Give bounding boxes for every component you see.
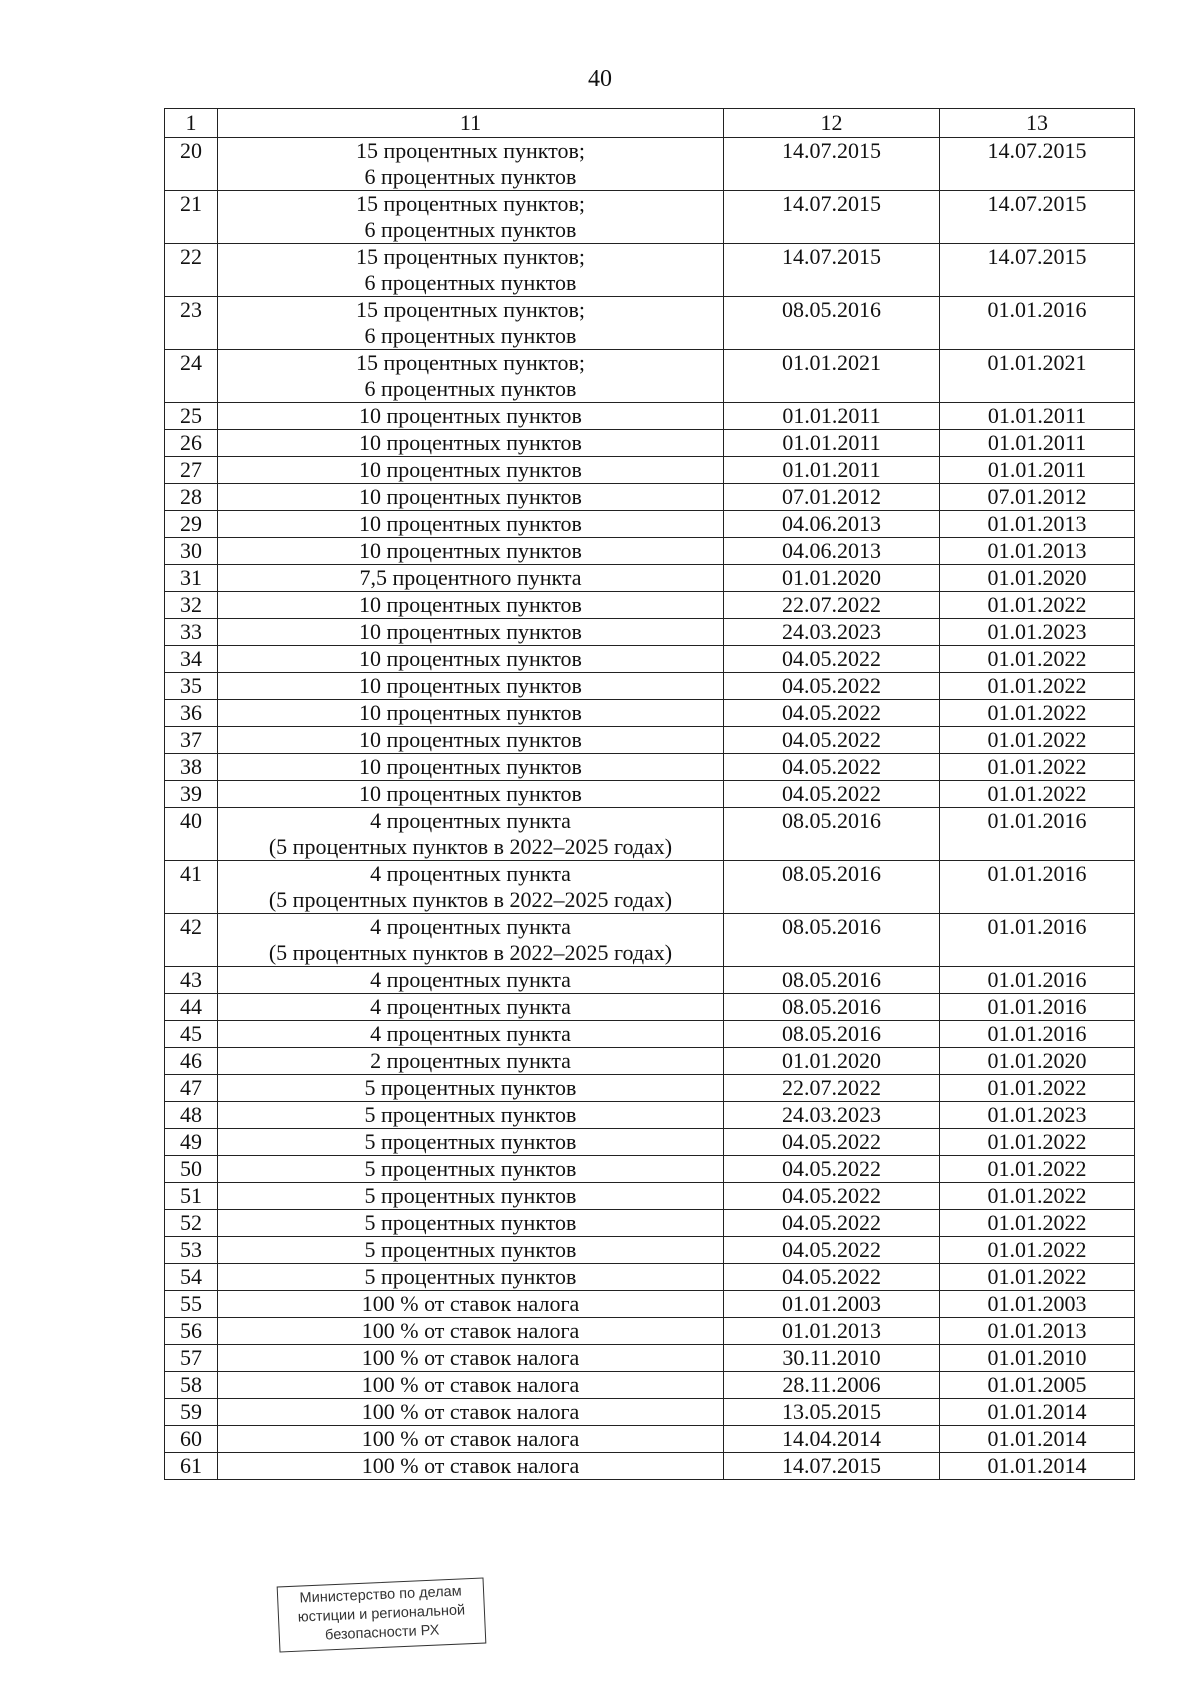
- date-col13-cell: 01.01.2022: [940, 1237, 1135, 1264]
- table-row: [165, 244, 1135, 297]
- rate-cell: [218, 1426, 724, 1453]
- table-row: [165, 967, 1135, 994]
- rate-cell: [218, 297, 724, 350]
- rate-line: 15 процентных пунктов;: [355, 244, 586, 269]
- date-col13-cell: 01.01.2022: [940, 592, 1135, 619]
- rate-line: 5 процентных пунктов: [364, 1237, 577, 1262]
- rate-cell: [218, 244, 724, 297]
- row-number-cell: 55: [165, 1291, 218, 1318]
- rate-line: 6 процентных пунктов: [364, 376, 577, 401]
- date-col13-cell: 01.01.2022: [940, 727, 1135, 754]
- date-col12-cell: 01.01.2003: [724, 1291, 940, 1318]
- date-col12-cell: 08.05.2016: [724, 808, 940, 861]
- rate-cell: [218, 646, 724, 673]
- rate-cell: [218, 138, 724, 191]
- date-col12-cell: 04.05.2022: [724, 1129, 940, 1156]
- rate-line: (5 процентных пунктов в 2022–2025 годах): [268, 940, 673, 965]
- table-row: [165, 861, 1135, 914]
- table-row: [165, 1399, 1135, 1426]
- row-number-cell: 30: [165, 538, 218, 565]
- date-col12-cell: 04.05.2022: [724, 727, 940, 754]
- date-col12-cell: 14.07.2015: [724, 191, 940, 244]
- date-col13-cell: 01.01.2011: [940, 403, 1135, 430]
- row-number-cell: 32: [165, 592, 218, 619]
- rate-cell: [218, 1318, 724, 1345]
- table-row: [165, 619, 1135, 646]
- rate-line: 4 процентных пункта: [370, 861, 571, 886]
- rate-cell: [218, 673, 724, 700]
- date-col13-cell: 01.01.2014: [940, 1453, 1135, 1480]
- table-row: [165, 1237, 1135, 1264]
- date-col13-cell: 01.01.2014: [940, 1399, 1135, 1426]
- table-row: [165, 1129, 1135, 1156]
- date-col13-cell: 01.01.2022: [940, 1210, 1135, 1237]
- rate-line: (5 процентных пунктов в 2022–2025 годах): [268, 887, 673, 912]
- rate-line: 5 процентных пунктов: [364, 1102, 577, 1127]
- date-col13-cell: 01.01.2022: [940, 1129, 1135, 1156]
- table-row: [165, 781, 1135, 808]
- table-row: [165, 1048, 1135, 1075]
- row-number-cell: 36: [165, 700, 218, 727]
- rate-line: 10 процентных пунктов: [359, 619, 582, 644]
- date-col13-cell: 14.07.2015: [940, 244, 1135, 297]
- row-number-cell: 52: [165, 1210, 218, 1237]
- date-col12-cell: 01.01.2020: [724, 565, 940, 592]
- rate-line: 10 процентных пунктов: [359, 700, 582, 725]
- date-col13-cell: 01.01.2016: [940, 914, 1135, 967]
- table-row: [165, 1453, 1135, 1480]
- rate-cell: [218, 1345, 724, 1372]
- row-number-cell: 21: [165, 191, 218, 244]
- date-col12-cell: 04.05.2022: [724, 1210, 940, 1237]
- row-number-cell: 61: [165, 1453, 218, 1480]
- date-col12-cell: 04.05.2022: [724, 781, 940, 808]
- header-cell-12: 12: [724, 109, 940, 138]
- rate-line: 100 % от ставок налога: [361, 1426, 580, 1451]
- date-col12-cell: 14.07.2015: [724, 244, 940, 297]
- rate-cell: [218, 1156, 724, 1183]
- rate-line: 10 процентных пунктов: [359, 727, 582, 752]
- rate-cell: [218, 861, 724, 914]
- row-number-cell: 48: [165, 1102, 218, 1129]
- header-cell-1: 1: [165, 109, 218, 138]
- rate-line: 4 процентных пункта: [370, 994, 571, 1019]
- date-col13-cell: 01.01.2016: [940, 1021, 1135, 1048]
- rate-cell: [218, 754, 724, 781]
- date-col12-cell: 04.05.2022: [724, 1237, 940, 1264]
- date-col13-cell: 14.07.2015: [940, 191, 1135, 244]
- rate-line: 10 процентных пунктов: [359, 403, 582, 428]
- date-col12-cell: 04.05.2022: [724, 1183, 940, 1210]
- date-col12-cell: 08.05.2016: [724, 861, 940, 914]
- date-col13-cell: 01.01.2022: [940, 754, 1135, 781]
- date-col12-cell: 04.05.2022: [724, 754, 940, 781]
- rate-line: 4 процентных пункта: [370, 1021, 571, 1046]
- table-row: [165, 754, 1135, 781]
- row-number-cell: 57: [165, 1345, 218, 1372]
- rate-line: 15 процентных пунктов;: [355, 297, 586, 322]
- date-col12-cell: 14.07.2015: [724, 138, 940, 191]
- rate-line: 5 процентных пунктов: [364, 1129, 577, 1154]
- rate-cell: [218, 914, 724, 967]
- date-col12-cell: 04.06.2013: [724, 538, 940, 565]
- rate-line: 5 процентных пунктов: [364, 1075, 577, 1100]
- date-col12-cell: 04.06.2013: [724, 511, 940, 538]
- date-col13-cell: 01.01.2022: [940, 1075, 1135, 1102]
- table-row: [165, 808, 1135, 861]
- page-number: 40: [588, 66, 612, 92]
- date-col13-cell: 01.01.2022: [940, 781, 1135, 808]
- row-number-cell: 28: [165, 484, 218, 511]
- row-number-cell: 44: [165, 994, 218, 1021]
- rate-line: 10 процентных пунктов: [359, 673, 582, 698]
- date-col13-cell: 01.01.2016: [940, 297, 1135, 350]
- rate-line: 10 процентных пунктов: [359, 754, 582, 779]
- rate-cell: [218, 1075, 724, 1102]
- row-number-cell: 29: [165, 511, 218, 538]
- ministry-stamp: [277, 1578, 487, 1653]
- date-col13-cell: 01.01.2016: [940, 967, 1135, 994]
- rate-line: 100 % от ставок налога: [361, 1372, 580, 1397]
- row-number-cell: 33: [165, 619, 218, 646]
- date-col13-cell: 07.01.2012: [940, 484, 1135, 511]
- header-cell-11: 11: [218, 109, 724, 138]
- table-row: [165, 1210, 1135, 1237]
- row-number-cell: 53: [165, 1237, 218, 1264]
- rate-line: (5 процентных пунктов в 2022–2025 годах): [268, 834, 673, 859]
- rate-cell: [218, 1372, 724, 1399]
- rate-cell: [218, 403, 724, 430]
- date-col12-cell: 04.05.2022: [724, 700, 940, 727]
- rate-cell: [218, 1237, 724, 1264]
- date-col12-cell: 08.05.2016: [724, 967, 940, 994]
- date-col13-cell: 01.01.2022: [940, 1264, 1135, 1291]
- rate-cell: [218, 191, 724, 244]
- stamp-line: Министерство по делам: [299, 1583, 462, 1607]
- date-col13-cell: 01.01.2020: [940, 1048, 1135, 1075]
- row-number-cell: 58: [165, 1372, 218, 1399]
- table-row: [165, 350, 1135, 403]
- table-row: [165, 592, 1135, 619]
- row-number-cell: 23: [165, 297, 218, 350]
- row-number-cell: 54: [165, 1264, 218, 1291]
- rate-line: 5 процентных пунктов: [364, 1210, 577, 1235]
- date-col12-cell: 04.05.2022: [724, 1156, 940, 1183]
- row-number-cell: 27: [165, 457, 218, 484]
- date-col12-cell: 04.05.2022: [724, 673, 940, 700]
- rate-cell: [218, 1453, 724, 1480]
- row-number-cell: 40: [165, 808, 218, 861]
- rate-line: 15 процентных пунктов;: [355, 350, 586, 375]
- row-number-cell: 20: [165, 138, 218, 191]
- row-number-cell: 35: [165, 673, 218, 700]
- date-col12-cell: 01.01.2013: [724, 1318, 940, 1345]
- rate-line: 6 процентных пунктов: [364, 217, 577, 242]
- date-col13-cell: 01.01.2011: [940, 430, 1135, 457]
- row-number-cell: 43: [165, 967, 218, 994]
- row-number-cell: 46: [165, 1048, 218, 1075]
- row-number-cell: 49: [165, 1129, 218, 1156]
- rate-line: 6 процентных пунктов: [364, 164, 577, 189]
- rate-cell: [218, 350, 724, 403]
- row-number-cell: 59: [165, 1399, 218, 1426]
- date-col13-cell: 01.01.2022: [940, 673, 1135, 700]
- rate-line: 10 процентных пунктов: [359, 430, 582, 455]
- rate-cell: [218, 538, 724, 565]
- row-number-cell: 42: [165, 914, 218, 967]
- date-col13-cell: 01.01.2023: [940, 1102, 1135, 1129]
- table-row: [165, 457, 1135, 484]
- date-col12-cell: 08.05.2016: [724, 1021, 940, 1048]
- rate-cell: [218, 511, 724, 538]
- rate-cell: [218, 565, 724, 592]
- row-number-cell: 26: [165, 430, 218, 457]
- date-col13-cell: 01.01.2003: [940, 1291, 1135, 1318]
- rate-cell: [218, 619, 724, 646]
- date-col13-cell: 01.01.2016: [940, 808, 1135, 861]
- row-number-cell: 41: [165, 861, 218, 914]
- table-row: [165, 1021, 1135, 1048]
- row-number-cell: 50: [165, 1156, 218, 1183]
- date-col13-cell: 01.01.2013: [940, 538, 1135, 565]
- table-row: [165, 565, 1135, 592]
- date-col13-cell: 01.01.2016: [940, 994, 1135, 1021]
- table-row: [165, 1264, 1135, 1291]
- rate-line: 2 процентных пункта: [370, 1048, 571, 1073]
- date-col13-cell: 01.01.2005: [940, 1372, 1135, 1399]
- date-col12-cell: 24.03.2023: [724, 619, 940, 646]
- date-col13-cell: 01.01.2022: [940, 646, 1135, 673]
- table-row: [165, 700, 1135, 727]
- table-row: [165, 297, 1135, 350]
- table-row: [165, 511, 1135, 538]
- rate-line: 6 процентных пунктов: [364, 270, 577, 295]
- date-col12-cell: 04.05.2022: [724, 646, 940, 673]
- rate-line: 100 % от ставок налога: [361, 1318, 580, 1343]
- table-row: [165, 484, 1135, 511]
- date-col12-cell: 01.01.2011: [724, 430, 940, 457]
- row-number-cell: 25: [165, 403, 218, 430]
- rate-cell: [218, 1399, 724, 1426]
- date-col13-cell: 01.01.2014: [940, 1426, 1135, 1453]
- rate-line: 100 % от ставок налога: [361, 1399, 580, 1424]
- rate-cell: [218, 1129, 724, 1156]
- stamp-line: безопасности РХ: [324, 1622, 440, 1644]
- date-col13-cell: 01.01.2022: [940, 1183, 1135, 1210]
- rate-cell: [218, 457, 724, 484]
- date-col12-cell: 30.11.2010: [724, 1345, 940, 1372]
- table-row: [165, 538, 1135, 565]
- date-col13-cell: 01.01.2016: [940, 861, 1135, 914]
- date-col13-cell: 01.01.2022: [940, 700, 1135, 727]
- date-col13-cell: 01.01.2022: [940, 1156, 1135, 1183]
- date-col12-cell: 01.01.2021: [724, 350, 940, 403]
- rate-cell: [218, 727, 724, 754]
- row-number-cell: 24: [165, 350, 218, 403]
- date-col12-cell: 08.05.2016: [724, 297, 940, 350]
- row-number-cell: 47: [165, 1075, 218, 1102]
- rate-line: 10 процентных пунктов: [359, 538, 582, 563]
- rate-line: 100 % от ставок налога: [361, 1453, 580, 1478]
- row-number-cell: 31: [165, 565, 218, 592]
- rate-cell: [218, 1210, 724, 1237]
- rate-cell: [218, 1021, 724, 1048]
- table-row: [165, 727, 1135, 754]
- row-number-cell: 56: [165, 1318, 218, 1345]
- rate-line: 100 % от ставок налога: [361, 1345, 580, 1370]
- table-row: [165, 1183, 1135, 1210]
- date-col13-cell: 01.01.2013: [940, 511, 1135, 538]
- rate-line: 15 процентных пунктов;: [355, 191, 586, 216]
- table-row: [165, 1318, 1135, 1345]
- date-col13-cell: 01.01.2020: [940, 565, 1135, 592]
- row-number-cell: 22: [165, 244, 218, 297]
- table-row: [165, 1156, 1135, 1183]
- table-row: [165, 403, 1135, 430]
- rate-line: 10 процентных пунктов: [359, 457, 582, 482]
- table-row: [165, 1426, 1135, 1453]
- table-row: [165, 1075, 1135, 1102]
- date-col12-cell: 04.05.2022: [724, 1264, 940, 1291]
- rate-cell: [218, 994, 724, 1021]
- rate-line: 10 процентных пунктов: [359, 781, 582, 806]
- rate-line: 15 процентных пунктов;: [355, 138, 586, 163]
- rate-line: 7,5 процентного пункта: [359, 565, 582, 590]
- row-number-cell: 39: [165, 781, 218, 808]
- date-col13-cell: 01.01.2011: [940, 457, 1135, 484]
- row-number-cell: 51: [165, 1183, 218, 1210]
- date-col12-cell: 08.05.2016: [724, 994, 940, 1021]
- row-number-cell: 45: [165, 1021, 218, 1048]
- date-col13-cell: 14.07.2015: [940, 138, 1135, 191]
- rate-cell: [218, 1048, 724, 1075]
- date-col12-cell: 22.07.2022: [724, 592, 940, 619]
- table-row: [165, 1291, 1135, 1318]
- stamp-line: юстиции и региональной: [297, 1602, 466, 1626]
- rate-line: 10 процентных пунктов: [359, 484, 582, 509]
- rate-cell: [218, 700, 724, 727]
- table-row: [165, 1372, 1135, 1399]
- rate-line: 5 процентных пунктов: [364, 1156, 577, 1181]
- rate-cell: [218, 1291, 724, 1318]
- rate-line: 4 процентных пункта: [370, 967, 571, 992]
- date-col12-cell: 14.07.2015: [724, 1453, 940, 1480]
- date-col12-cell: 14.04.2014: [724, 1426, 940, 1453]
- table-row: [165, 994, 1135, 1021]
- date-col12-cell: 07.01.2012: [724, 484, 940, 511]
- rate-line: 10 процентных пунктов: [359, 511, 582, 536]
- date-col12-cell: 22.07.2022: [724, 1075, 940, 1102]
- date-col12-cell: 08.05.2016: [724, 914, 940, 967]
- table-row: [165, 673, 1135, 700]
- rate-cell: [218, 430, 724, 457]
- date-col12-cell: 28.11.2006: [724, 1372, 940, 1399]
- header-cell-13: 13: [940, 109, 1135, 138]
- date-col12-cell: 13.05.2015: [724, 1399, 940, 1426]
- row-number-cell: 37: [165, 727, 218, 754]
- row-number-cell: 38: [165, 754, 218, 781]
- rate-line: 10 процентных пунктов: [359, 646, 582, 671]
- date-col13-cell: 01.01.2021: [940, 350, 1135, 403]
- rate-cell: [218, 592, 724, 619]
- rate-cell: [218, 1102, 724, 1129]
- table-row: [165, 191, 1135, 244]
- rate-line: 6 процентных пунктов: [364, 323, 577, 348]
- table-body: [165, 109, 1135, 1480]
- table-row: [165, 646, 1135, 673]
- date-col12-cell: 01.01.2011: [724, 457, 940, 484]
- table-row: [165, 1102, 1135, 1129]
- rate-cell: [218, 484, 724, 511]
- date-col12-cell: 01.01.2011: [724, 403, 940, 430]
- rate-line: 5 процентных пунктов: [364, 1264, 577, 1289]
- date-col13-cell: 01.01.2023: [940, 619, 1135, 646]
- rate-line: 4 процентных пункта: [370, 808, 571, 833]
- rate-line: 100 % от ставок налога: [361, 1291, 580, 1316]
- table-row: [165, 914, 1135, 967]
- table-row: [165, 430, 1135, 457]
- row-number-cell: 34: [165, 646, 218, 673]
- rate-cell: [218, 1264, 724, 1291]
- rate-cell: [218, 967, 724, 994]
- date-col12-cell: 01.01.2020: [724, 1048, 940, 1075]
- date-col13-cell: 01.01.2010: [940, 1345, 1135, 1372]
- rate-line: 5 процентных пунктов: [364, 1183, 577, 1208]
- rate-line: 10 процентных пунктов: [359, 592, 582, 617]
- table-row: [165, 138, 1135, 191]
- table-row: [165, 1345, 1135, 1372]
- rate-line: 4 процентных пункта: [370, 914, 571, 939]
- rate-cell: [218, 808, 724, 861]
- document-table: [164, 108, 1135, 1480]
- rate-cell: [218, 781, 724, 808]
- table-header-row: [165, 109, 1135, 138]
- date-col12-cell: 24.03.2023: [724, 1102, 940, 1129]
- rate-cell: [218, 1183, 724, 1210]
- date-col13-cell: 01.01.2013: [940, 1318, 1135, 1345]
- row-number-cell: 60: [165, 1426, 218, 1453]
